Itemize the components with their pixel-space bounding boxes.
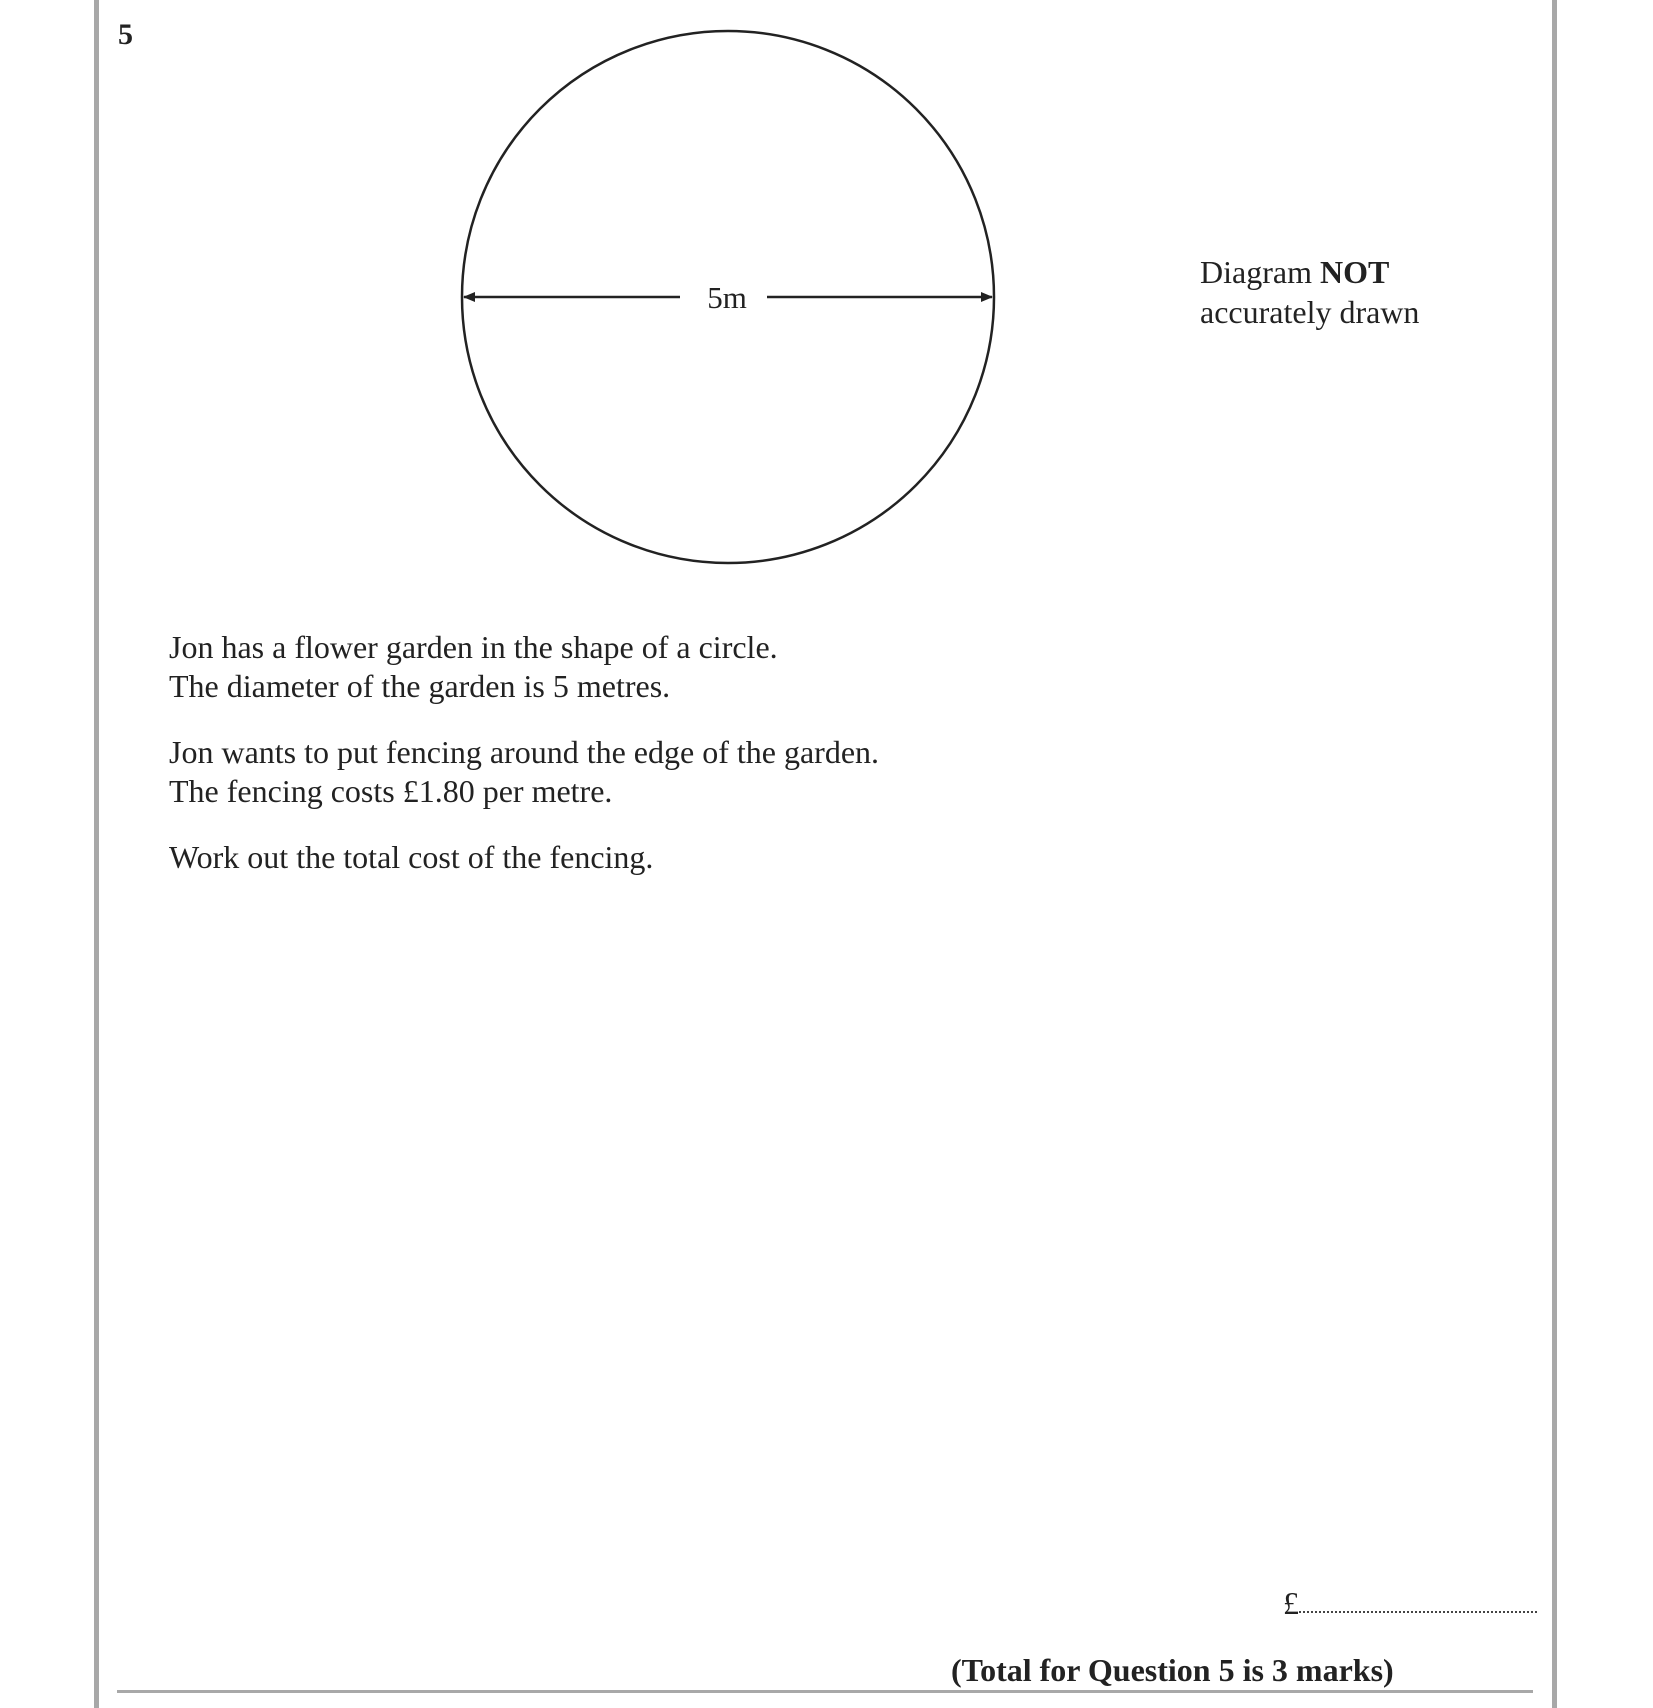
question-paragraph-2: Jon wants to put fencing around the edge of the garden. The fencing costs £1.80 per metre. [169,734,880,809]
bottom-rule [117,1690,1533,1693]
answer-currency: £ [1283,1585,1299,1621]
circle-diagram [455,25,1005,570]
diameter-label: 5m [707,280,747,315]
diagram-note-bold: NOT [1319,254,1390,290]
answer-line[interactable] [1283,1582,1537,1622]
question-instruction: Work out the total cost of the fencing. [169,839,654,875]
diagram-note [1200,252,1419,332]
diagram-note-line2: accurately drawn [1200,294,1420,330]
page-border-right [1552,0,1557,1708]
answer-dotted-line[interactable] [1299,1611,1537,1613]
question-number: 5 [118,18,133,51]
total-marks: (Total for Question 5 is 3 marks) [951,1652,1394,1688]
diagram-note-line1: Diagram NOT [1200,254,1390,290]
page-border-left [94,0,99,1708]
question-paragraph-1: Jon has a flower garden in the shape of a circle. The diameter of the garden is 5 metres. [169,629,778,704]
